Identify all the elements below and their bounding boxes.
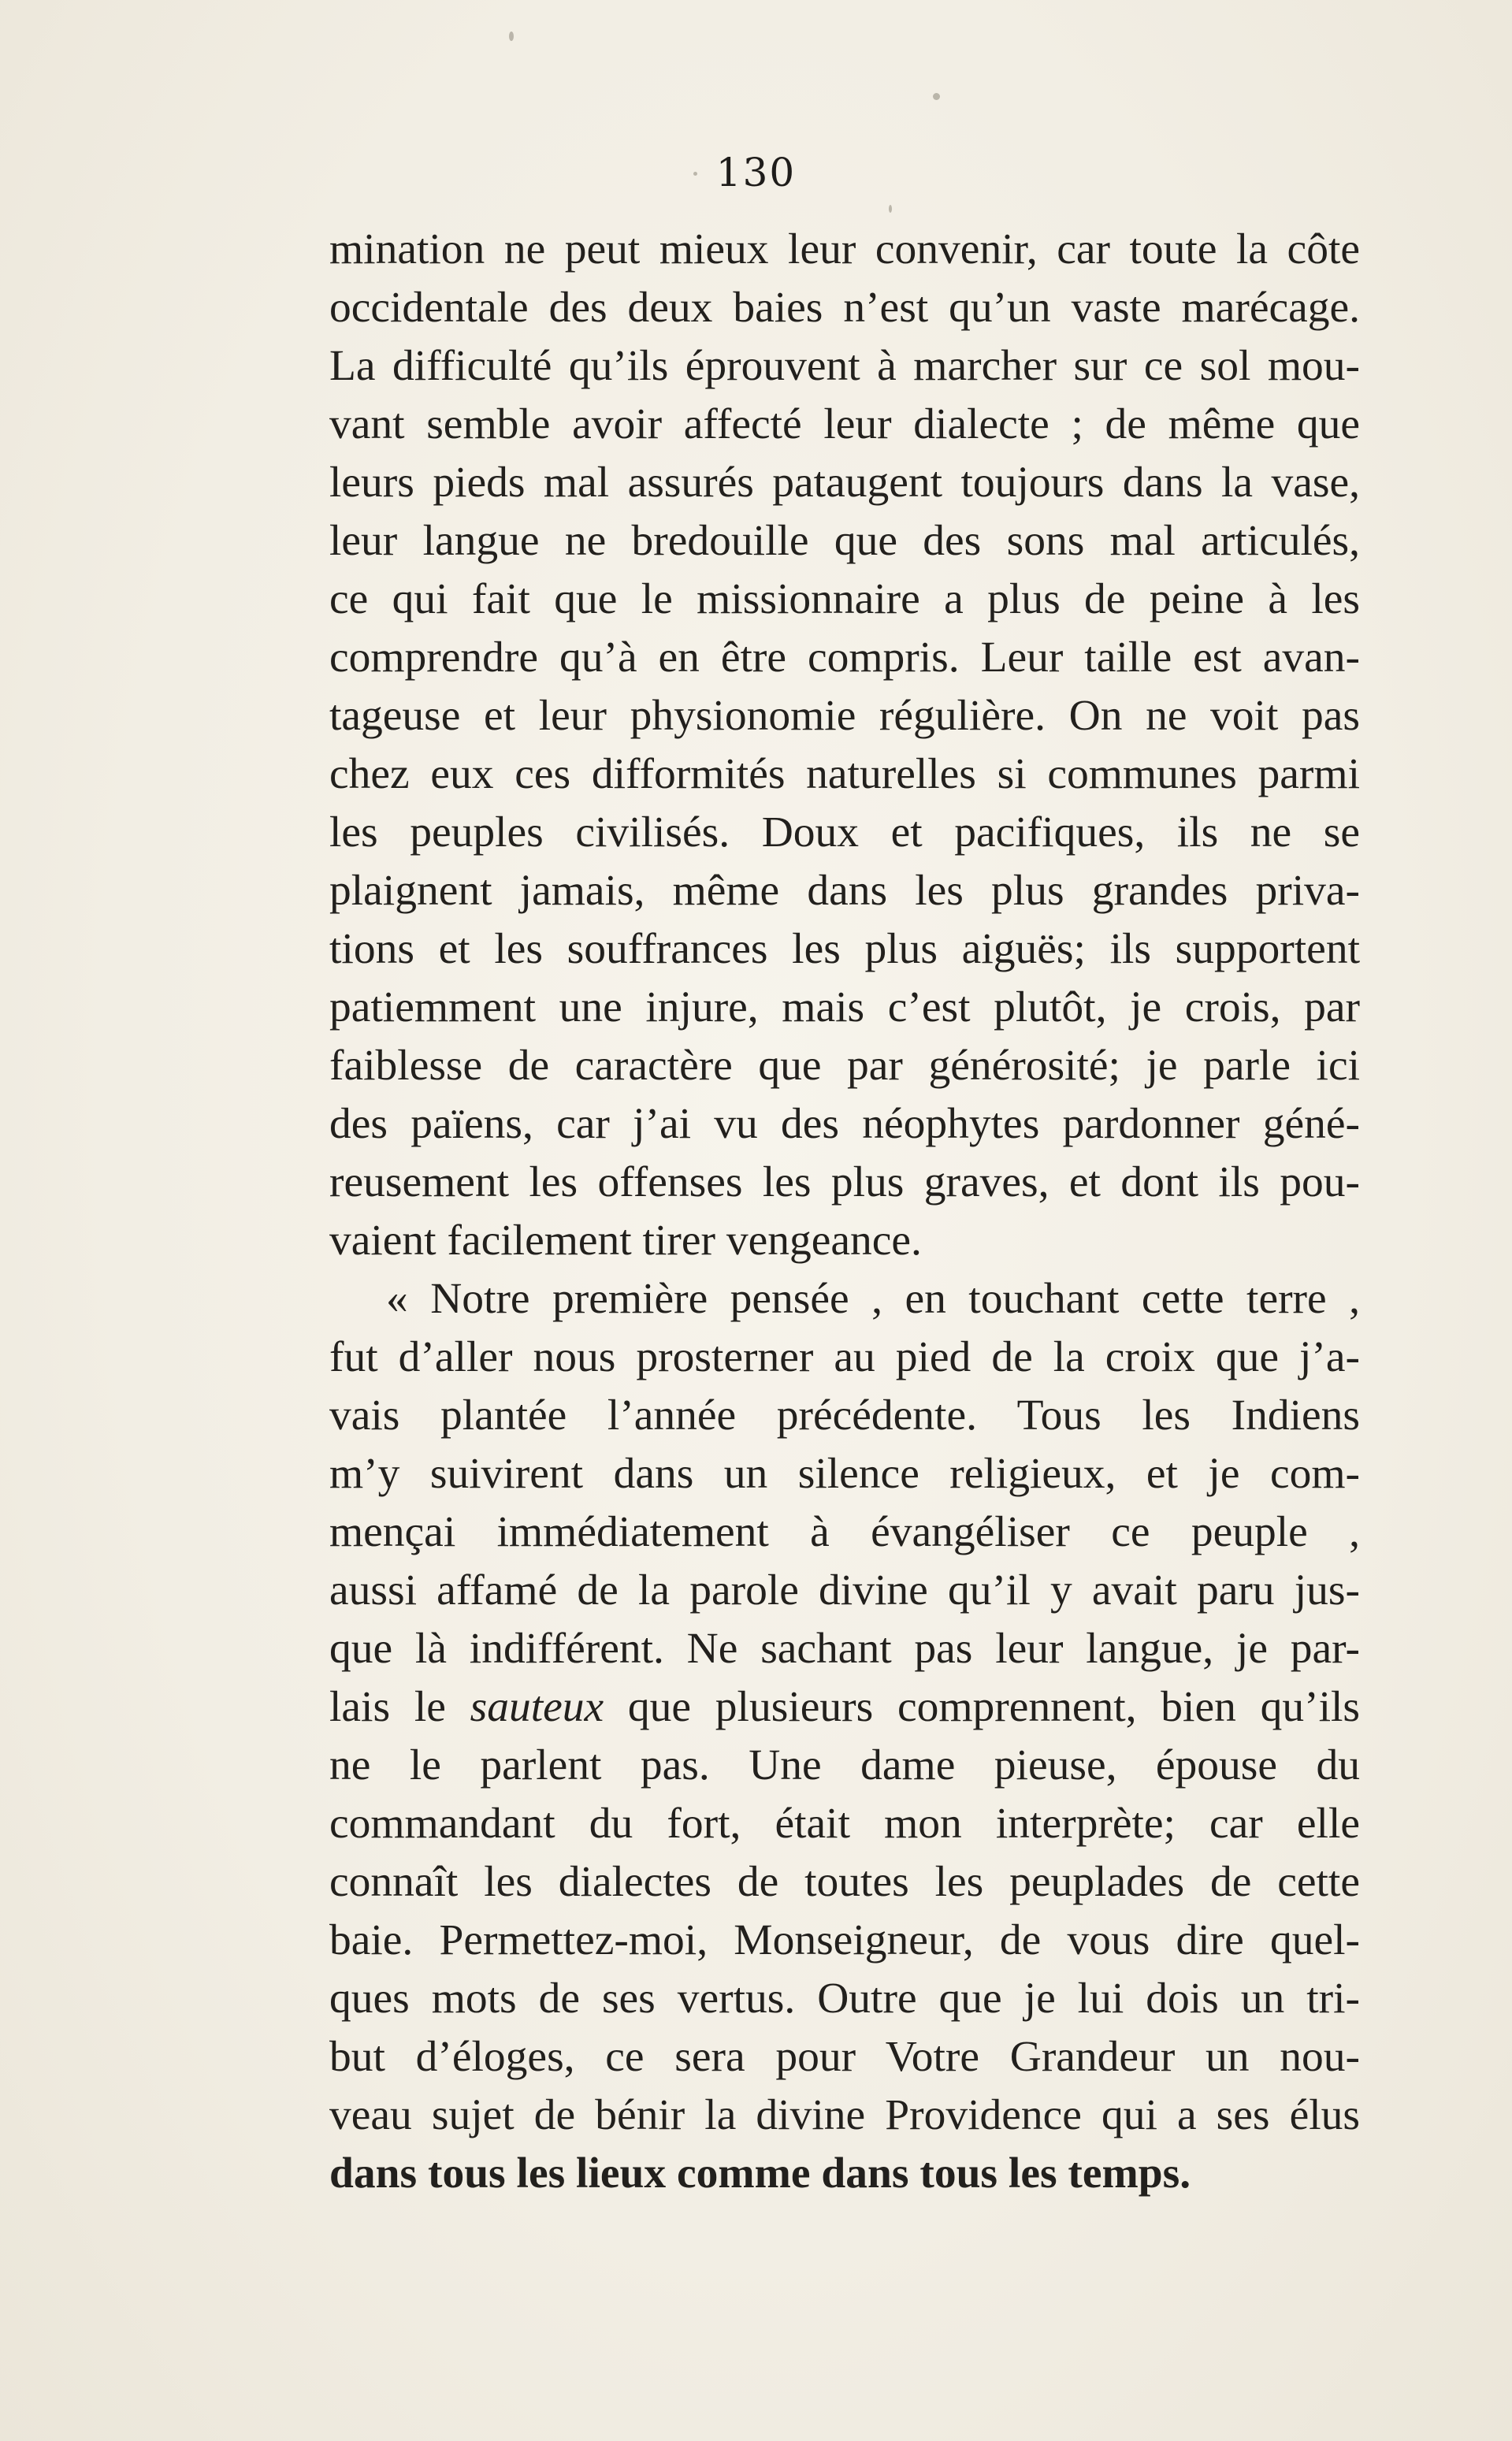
paragraph-2 [329,1270,1360,2203]
text-line: occidentale des deux baies n’est qu’un vaste marécage. [329,284,1360,332]
text-line: reusement les offenses les plus graves, et dont ils pou- [329,1158,1360,1206]
text-line: plaignent jamais, même dans les plus grandes priva- [329,867,1360,915]
text-line: mination ne peut mieux leur convenir, car toute la côte [329,225,1360,273]
paper-speck [933,93,940,100]
text-line: veau sujet de bénir la divine Providence qui a ses élus [329,2091,1360,2139]
text-line: patiemment une injure, mais c’est plutôt, je crois, par [329,983,1360,1031]
text-line: des païens, car j’ai vu des néophytes pardonner géné- [329,1100,1360,1148]
text-line: vaient facilement tirer vengeance. [329,1217,922,1265]
text-line: but d’éloges, ce sera pour Votre Grandeur un nou- [329,2033,1360,2081]
paper-speck [509,32,514,41]
text-line: baie. Permettez-moi, Monseigneur, de vous dire quel- [329,1916,1360,1964]
text-line: vais plantée l’année précédente. Tous les Indiens [329,1391,1360,1440]
text-line: La difficulté qu’ils éprouvent à marcher sur ce sol mou- [329,342,1360,390]
text-line: les peuples civilisés. Doux et pacifiques, ils ne se [329,808,1360,856]
text-line: tageuse et leur physionomie régulière. On ne voit pas [329,692,1360,740]
italic-word: sauteux [470,1683,604,1731]
text-line: comprendre qu’à en être compris. Leur taille est avan- [329,633,1360,682]
text-line: leur langue ne bredouille que des sons mal articulés, [329,517,1360,565]
text-line: m’y suivirent dans un silence religieux, et je com- [329,1450,1360,1498]
text-line: commandant du fort, était mon interprète; car elle [329,1800,1360,1848]
text-segment: que plusieurs comprennent, bien qu’ils [627,1683,1361,1731]
text-line: tions et les souffrances les plus aiguës; ils supportent [329,925,1360,973]
text-line: que là indifférent. Ne sachant pas leur langue, je par- [329,1625,1360,1673]
text-line: faiblesse de caractère que par générosité; je parle ici [329,1042,1360,1090]
text-line: vant semble avoir affecté leur dialecte ; de même que [329,400,1360,448]
paragraph-1 [329,221,1360,1270]
text-line: « Notre première pensée , en touchant cette terre , [386,1275,1360,1323]
text-line: leurs pieds mal assurés pataugent toujours dans la vase, [329,459,1360,507]
text-line: dans tous les lieux comme dans tous les temps. [329,2149,1191,2198]
text-line: chez eux ces difformités naturelles si communes parmi [329,750,1360,798]
paper-speck [889,205,892,213]
text-line: connaît les dialectes de toutes les peuplades de cette [329,1858,1360,1906]
text-segment: lais le [329,1683,446,1731]
text-line: ne le parlent pas. Une dame pieuse, épouse du [329,1741,1360,1789]
text-line: fut d’aller nous prosterner au pied de la croix que j’a- [329,1333,1360,1381]
text-line-with-italic [329,1678,1360,1737]
text-line: ce qui fait que le missionnaire a plus de peine à les [329,575,1360,623]
body-text [329,221,1360,2203]
page-number: 130 [715,150,797,195]
text-line: aussi affamé de la parole divine qu’il y avait paru jus- [329,1566,1360,1614]
text-line: mençai immédiatement à évangéliser ce peuple , [329,1508,1360,1556]
text-line: ques mots de ses vertus. Outre que je lui dois un tri- [329,1975,1360,2023]
